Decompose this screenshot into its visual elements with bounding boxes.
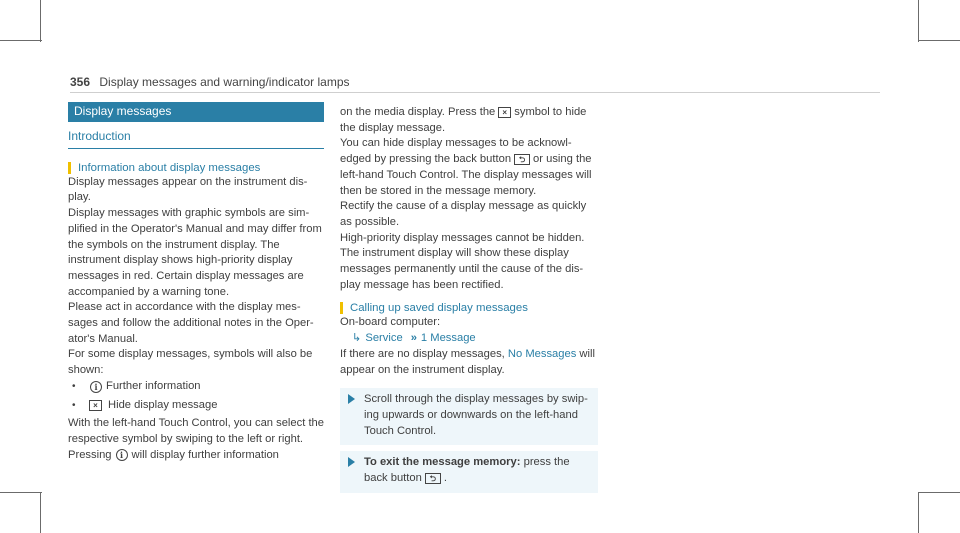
paragraph [68, 416, 324, 463]
bullet-dot: • [72, 380, 76, 392]
crop-mark [918, 0, 919, 42]
close-icon: × [89, 400, 102, 411]
back-button-icon: ⮌ [514, 154, 530, 165]
path-service: Service [365, 332, 403, 345]
right-column [340, 105, 598, 493]
crop-mark [40, 492, 41, 533]
paragraph: High-priority display messages cannot be hidden. The instrument display will show these display messages permanently until the cause of the dis-play message has been rectified. [340, 231, 585, 291]
bullet-text: Hide display message [108, 398, 218, 411]
paragraph [340, 105, 598, 136]
text-run: symbol to hide the display message. [340, 106, 587, 134]
crop-mark [918, 492, 919, 533]
back-button-icon: ⮌ [425, 473, 441, 484]
step-text: press the back button [364, 456, 570, 485]
step-triangle-icon [348, 457, 355, 467]
text-run: or using the left-hand Touch Control. The display messages will then be stored in the message memory. [340, 153, 592, 197]
crop-mark [40, 0, 41, 42]
step-bold: To exit the message memory: [364, 456, 521, 469]
menu-path [340, 331, 598, 347]
page-header-title: Display messages and warning/indicator lamps [99, 75, 350, 89]
close-icon: × [498, 107, 511, 118]
subheading-calling-up: Calling up saved display messages [340, 301, 598, 315]
header-divider [70, 92, 880, 93]
text-run: on the media display. Press the [340, 106, 496, 118]
double-chevron-icon: » [410, 332, 417, 345]
subheading-information: Information about display messages [68, 161, 324, 175]
paragraph [340, 347, 598, 378]
path-arrow-icon: ↳ [352, 332, 362, 345]
text-run: With the left-hand Touch Control, you can select the respective symbol by swiping to the left or right. Pressing [68, 417, 325, 461]
paragraph: Display messages appear on the instrument dis-play. [68, 175, 308, 204]
paragraph: Display messages with graphic symbols are sim-plified in the Operator's Manual and may differ from the symbols on the instrument display. The instrument display shows high-priority display messages in red. Certain display messages are accompanied by a warning tone. [68, 207, 322, 298]
introduction-heading: Introduction [68, 129, 324, 149]
bullet-dot: • [72, 399, 76, 411]
step-scroll [340, 388, 598, 445]
bullet-item [68, 398, 324, 414]
bullet-text: Further information [106, 379, 201, 392]
crop-mark [918, 492, 960, 493]
path-message: 1 Message [420, 332, 476, 345]
text-run: will display further information [131, 448, 279, 461]
step-text: Scroll through the display messages by swip-ing upwards or downwards on the left-hand Touch Control. [364, 393, 588, 437]
left-column [68, 102, 324, 463]
paragraph: Please act in accordance with the display mes-sages and follow the additional notes in the Oper-ator's Manual. [68, 301, 314, 345]
info-icon: i [116, 449, 128, 461]
no-messages-label: No Messages [507, 347, 577, 360]
text-run: You can hide display messages to be acknowl-edged by pressing the back button [340, 137, 572, 166]
step-exit: To exit the message memory: press the back button ⮌ . [340, 451, 598, 492]
crop-mark [0, 40, 42, 41]
page-number: 356 [70, 75, 91, 89]
onboard-label: On-board computer: [340, 316, 441, 329]
step-triangle-icon [348, 394, 355, 404]
paragraph: For some display messages, symbols will also be shown: [68, 348, 313, 377]
paragraph [340, 136, 598, 199]
text-run: will appear on the instrument display. [340, 347, 595, 376]
page-header [70, 75, 350, 89]
bullet-item [68, 379, 324, 395]
info-icon: i [90, 381, 102, 393]
text-run: If there are no display messages, [340, 347, 505, 360]
crop-mark [0, 492, 42, 493]
paragraph: Rectify the cause of a display message as quickly as possible. [340, 200, 587, 228]
crop-mark [918, 40, 960, 41]
section-title-bar: Display messages [68, 102, 324, 122]
